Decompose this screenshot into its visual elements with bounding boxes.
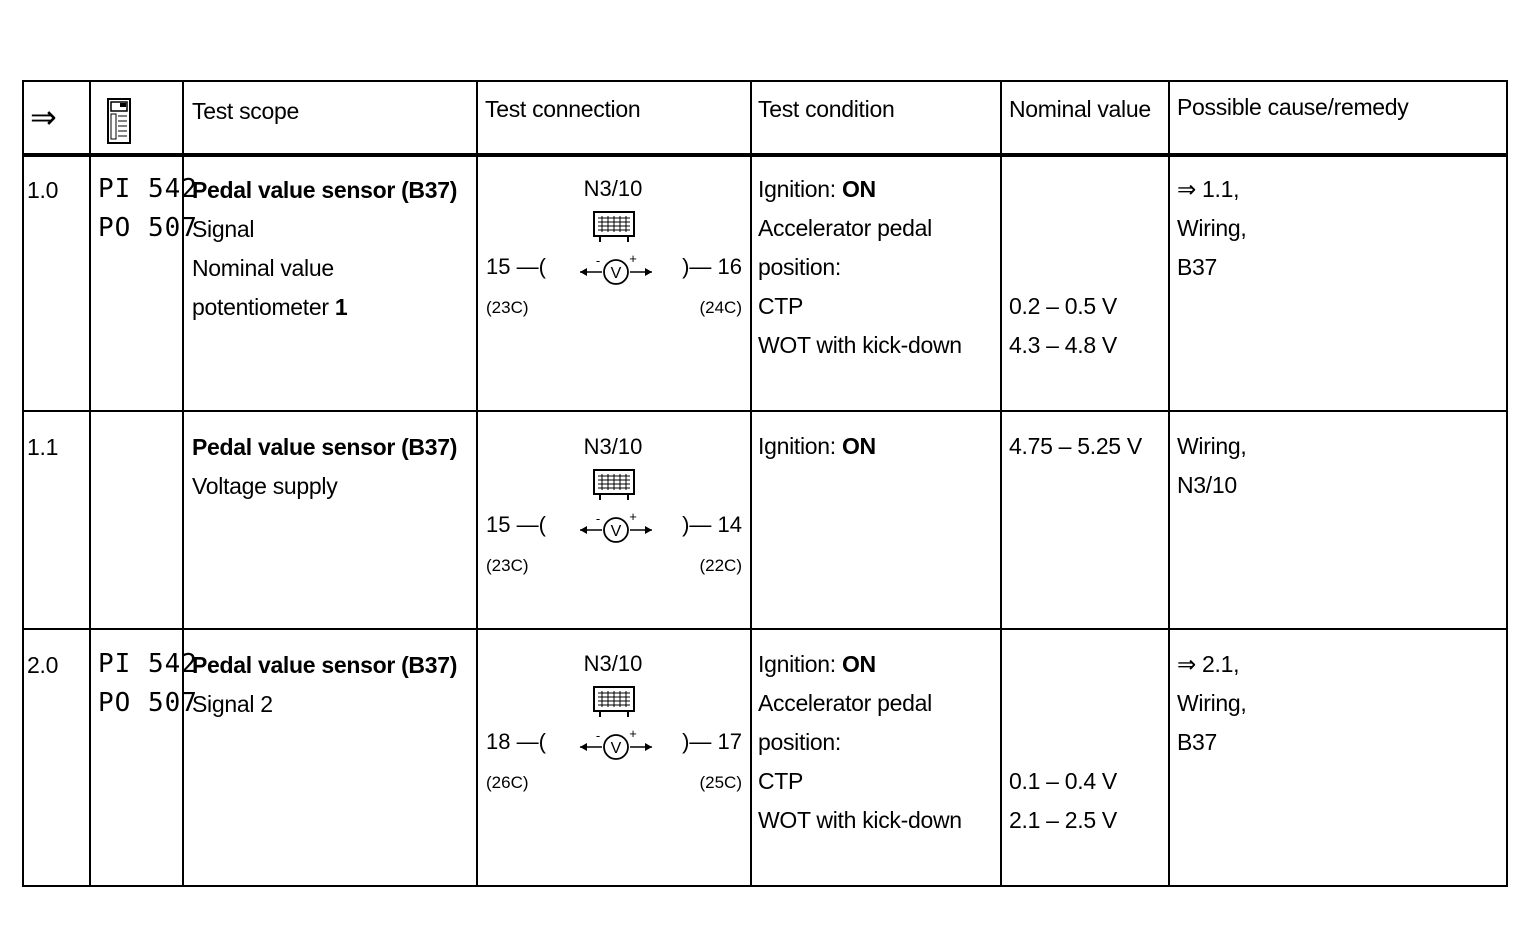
scope-line: Signal: [192, 216, 255, 242]
pin-left: 15 —(: [486, 254, 546, 279]
row-divider: [22, 628, 1508, 630]
meter-plus: +: [629, 510, 637, 524]
cause-line: N3/10: [1177, 472, 1237, 498]
voltmeter-icon: [578, 510, 654, 544]
ignition-line: [758, 427, 876, 466]
header-divider: [22, 153, 1508, 157]
test-scope: [192, 428, 457, 506]
condition-line: Accelerator pedal: [758, 215, 932, 241]
scope-line: Nominal value: [192, 255, 334, 281]
step-number: 1.1: [27, 434, 59, 460]
fault-code: PO 507: [98, 213, 198, 243]
test-connection-diagram: [478, 428, 750, 608]
condition-line: position:: [758, 729, 841, 755]
row-divider: [22, 410, 1508, 412]
pin-right-sub: (24C): [699, 298, 742, 317]
pin-right-sub: (25C): [699, 773, 742, 792]
cause-line: B37: [1177, 729, 1218, 755]
pin-left-number: 18: [486, 729, 511, 754]
test-table: [22, 80, 1508, 888]
nominal-values: [1009, 762, 1117, 840]
connector-icon: [592, 468, 636, 502]
table-top-border: [22, 80, 1508, 82]
meter-minus: -: [595, 511, 601, 526]
column-divider: [750, 80, 752, 887]
column-divider: [89, 80, 91, 887]
pin-left-sub: (26C): [486, 773, 529, 792]
ignition-value: ON: [841, 433, 876, 459]
ignition-label: Ignition:: [758, 651, 842, 677]
pin-left-number: 15: [486, 254, 511, 279]
cause-line: Wiring,: [1177, 215, 1247, 241]
component-label: N3/10: [583, 176, 643, 201]
pin-right-number: 17: [717, 729, 742, 754]
tester-icon: [106, 98, 132, 149]
step-number: 2.0: [27, 652, 59, 678]
header-test-scope: Test scope: [192, 98, 299, 124]
test-scope: [192, 171, 457, 327]
header-test-connection: Test connection: [485, 96, 641, 122]
cause-line: B37: [1177, 254, 1218, 280]
pin-left-sub: (23C): [486, 298, 529, 317]
voltmeter-icon: [578, 252, 654, 286]
fault-code: PI 542: [98, 174, 198, 204]
cause-line: Wiring,: [1177, 433, 1247, 459]
condition-line: CTP: [758, 768, 804, 794]
cause-line: ⇒ 1.1,: [1177, 176, 1240, 202]
connector-icon: [592, 210, 636, 244]
scope-line: Voltage supply: [192, 473, 338, 499]
possible-cause: [1177, 645, 1246, 762]
test-connection-diagram: [478, 645, 750, 825]
ignition-line: [758, 170, 962, 209]
scope-line-suffix: 1: [334, 294, 348, 320]
nominal-value: 4.3 – 4.8 V: [1009, 332, 1117, 358]
cause-line: ⇒ 2.1,: [1177, 651, 1240, 677]
scope-title: Pedal value sensor (B37): [192, 177, 458, 203]
meter-minus: -: [595, 728, 601, 743]
meter-plus: +: [629, 252, 637, 266]
connector-icon: [592, 685, 636, 719]
ignition-value: ON: [841, 651, 876, 677]
nominal-values: [1009, 427, 1142, 466]
nominal-values: [1009, 287, 1117, 365]
pin-right: )— 16: [682, 254, 742, 279]
scope-title: Pedal value sensor (B37): [192, 652, 458, 678]
fault-code: PI 542: [98, 649, 198, 679]
table-right-border: [1506, 80, 1508, 887]
step-number: 1.0: [27, 177, 59, 203]
ignition-value: ON: [841, 176, 876, 202]
component-label: N3/10: [583, 651, 643, 676]
table-left-border: [22, 80, 24, 887]
test-condition: [758, 170, 962, 365]
condition-line: WOT with kick-down: [758, 807, 962, 833]
condition-line: CTP: [758, 293, 804, 319]
header-arrow: ⇒: [30, 99, 57, 135]
test-scope: [192, 646, 457, 724]
meter-plus: +: [629, 727, 637, 741]
pin-left-sub: (23C): [486, 556, 529, 575]
condition-line: WOT with kick-down: [758, 332, 962, 358]
pin-left: 18 —(: [486, 729, 546, 754]
nominal-value: 0.2 – 0.5 V: [1009, 293, 1117, 319]
cause-line: Wiring,: [1177, 690, 1247, 716]
fault-codes: [98, 645, 198, 723]
component-label: N3/10: [583, 434, 643, 459]
nominal-value: 0.1 – 0.4 V: [1009, 768, 1117, 794]
column-divider: [1000, 80, 1002, 887]
header-possible-cause: Possible cause/remedy: [1177, 94, 1409, 120]
header-nominal-value: Nominal value: [1009, 96, 1151, 122]
test-connection-diagram: [478, 170, 750, 350]
meter-symbol: V: [610, 265, 622, 282]
meter-symbol: V: [610, 740, 622, 757]
possible-cause: [1177, 427, 1246, 505]
possible-cause: [1177, 170, 1246, 287]
meter-minus: -: [595, 253, 601, 268]
scope-title: Pedal value sensor (B37): [192, 434, 458, 460]
ignition-label: Ignition:: [758, 176, 842, 202]
test-condition: [758, 427, 876, 466]
pin-left-number: 15: [486, 512, 511, 537]
pin-left: 15 —(: [486, 512, 546, 537]
pin-right-number: 14: [717, 512, 742, 537]
fault-codes: [98, 170, 198, 248]
pin-right-sub: (22C): [699, 556, 742, 575]
condition-line: position:: [758, 254, 841, 280]
nominal-value: 4.75 – 5.25 V: [1009, 433, 1142, 459]
scope-line: [192, 288, 457, 327]
column-divider: [1168, 80, 1170, 887]
ignition-line: [758, 645, 962, 684]
nominal-value: 2.1 – 2.5 V: [1009, 807, 1117, 833]
voltmeter-icon: [578, 727, 654, 761]
ignition-label: Ignition:: [758, 433, 842, 459]
test-condition: [758, 645, 962, 840]
condition-line: Accelerator pedal: [758, 690, 932, 716]
fault-code: PO 507: [98, 688, 198, 718]
header-test-condition: Test condition: [758, 96, 895, 122]
scope-line-text: potentiometer: [192, 294, 335, 320]
pin-right-number: 16: [717, 254, 742, 279]
pin-right: )— 17: [682, 729, 742, 754]
meter-symbol: V: [610, 523, 622, 540]
table-bottom-border: [22, 885, 1508, 887]
scope-line: Signal 2: [192, 691, 273, 717]
pin-right: )— 14: [682, 512, 742, 537]
